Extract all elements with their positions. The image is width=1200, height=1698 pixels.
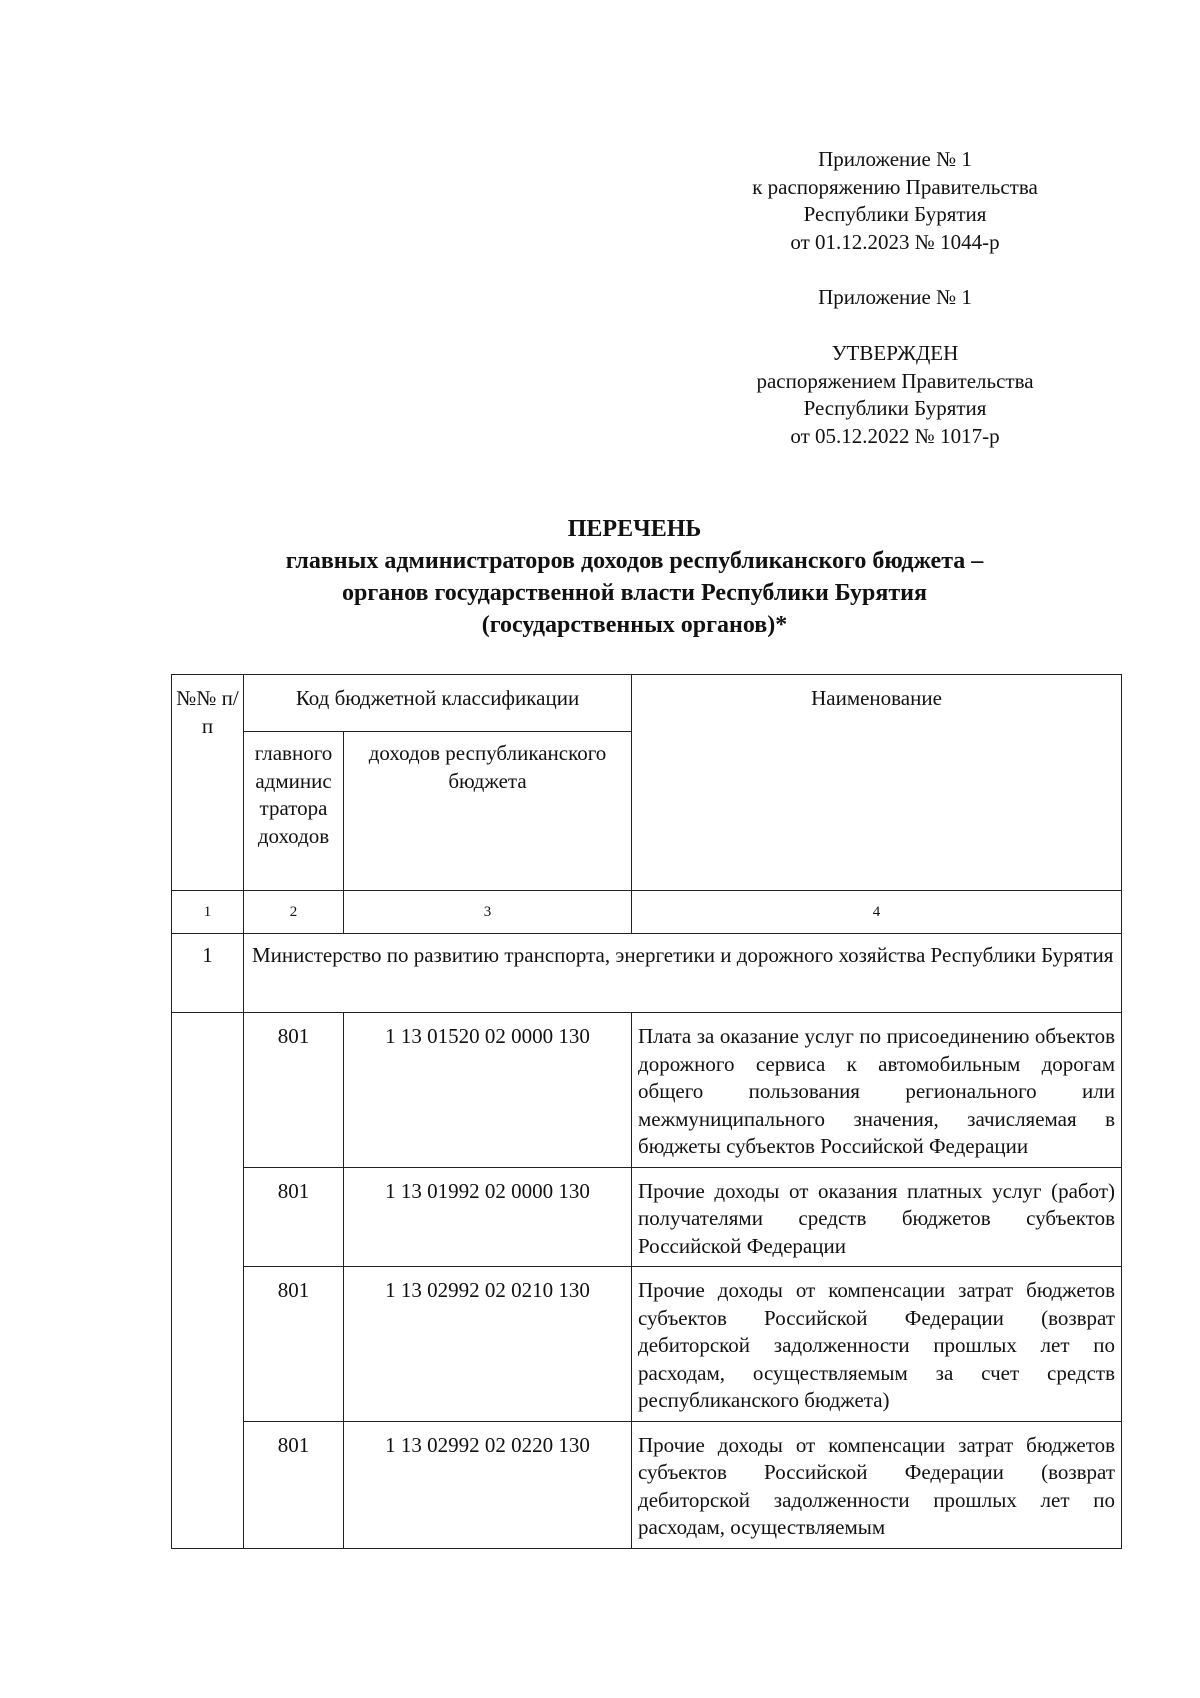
column-number: 3 xyxy=(344,891,632,934)
annex-header xyxy=(700,146,1090,256)
income-code: 1 13 01520 02 0000 130 xyxy=(344,1013,632,1168)
title-line: ПЕРЕЧЕНЬ xyxy=(567,516,702,542)
approved-line: распоряжением Правительства xyxy=(756,368,1034,393)
income-name: Плата за оказание услуг по присоединению объектов дорожного сервиса к автомобильным дорогам общего пользования регионального или межмуниципального значения, зачисляемая в бюджеты субъектов Российской Федерации xyxy=(632,1013,1122,1168)
annex-second xyxy=(700,284,1090,312)
annex-line: Приложение № 1 xyxy=(818,147,972,171)
section-row xyxy=(172,934,1122,1013)
annex-line: к распоряжению Правительства xyxy=(752,174,1038,199)
column-number: 2 xyxy=(244,891,344,934)
income-code: 1 13 02992 02 0220 130 xyxy=(344,1421,632,1548)
annex-line: Приложение № 1 xyxy=(818,285,972,309)
administrators-table xyxy=(171,674,1122,1549)
column-number: 4 xyxy=(632,891,1122,934)
table-header-row xyxy=(172,675,1122,732)
column-numbers-row xyxy=(172,891,1122,934)
admin-code: 801 xyxy=(244,1013,344,1168)
admin-code: 801 xyxy=(244,1421,344,1548)
header-num: №№ п/п xyxy=(172,675,244,891)
admin-code: 801 xyxy=(244,1167,344,1267)
empty-num-cell xyxy=(172,1013,244,1549)
table-row xyxy=(172,1421,1122,1548)
header-income: доходов республиканского бюджета xyxy=(344,732,632,891)
income-code: 1 13 01992 02 0000 130 xyxy=(344,1167,632,1267)
income-name: Прочие доходы от компенсации затрат бюджетов субъектов Российской Федерации (возврат дебиторской задолженности прошлых лет по расходам, осуществляемым xyxy=(632,1421,1122,1548)
table-row xyxy=(172,1013,1122,1168)
approved-block xyxy=(700,340,1090,450)
table-row xyxy=(172,1267,1122,1422)
header-name: Наименование xyxy=(632,675,1122,891)
title-line: органов государственной власти Республики Бурятия xyxy=(342,580,927,606)
income-name: Прочие доходы от компенсации затрат бюджетов субъектов Российской Федерации (возврат дебиторской задолженности прошлых лет по расходам, осуществляемым за счет средств республиканского бюджета) xyxy=(632,1267,1122,1422)
annex-line: от 01.12.2023 № 1044-р xyxy=(790,229,1000,254)
table-row xyxy=(172,1167,1122,1267)
header-code-group: Код бюджетной классификации xyxy=(244,675,632,732)
annex-line: Республики Бурятия xyxy=(803,202,987,226)
section-title: Министерство по развитию транспорта, энергетики и дорожного хозяйства Республики Бурятия xyxy=(244,934,1122,1013)
income-name: Прочие доходы от оказания платных услуг (работ) получателями средств бюджетов субъектов Российской Федерации xyxy=(632,1167,1122,1267)
approved-line: Республики Бурятия xyxy=(803,396,987,420)
admin-code: 801 xyxy=(244,1267,344,1422)
income-code: 1 13 02992 02 0210 130 xyxy=(344,1267,632,1422)
approved-line: от 05.12.2022 № 1017-р xyxy=(790,423,1000,448)
column-number: 1 xyxy=(172,891,244,934)
approved-line: УТВЕРЖДЕН xyxy=(831,341,959,365)
header-admin: главного админис тратора доходов xyxy=(244,732,344,891)
title-line: главных администраторов доходов республиканского бюджета – xyxy=(285,548,984,574)
document-title xyxy=(120,513,1149,641)
title-line: (государственных органов)* xyxy=(481,612,788,638)
section-num: 1 xyxy=(172,934,244,1013)
